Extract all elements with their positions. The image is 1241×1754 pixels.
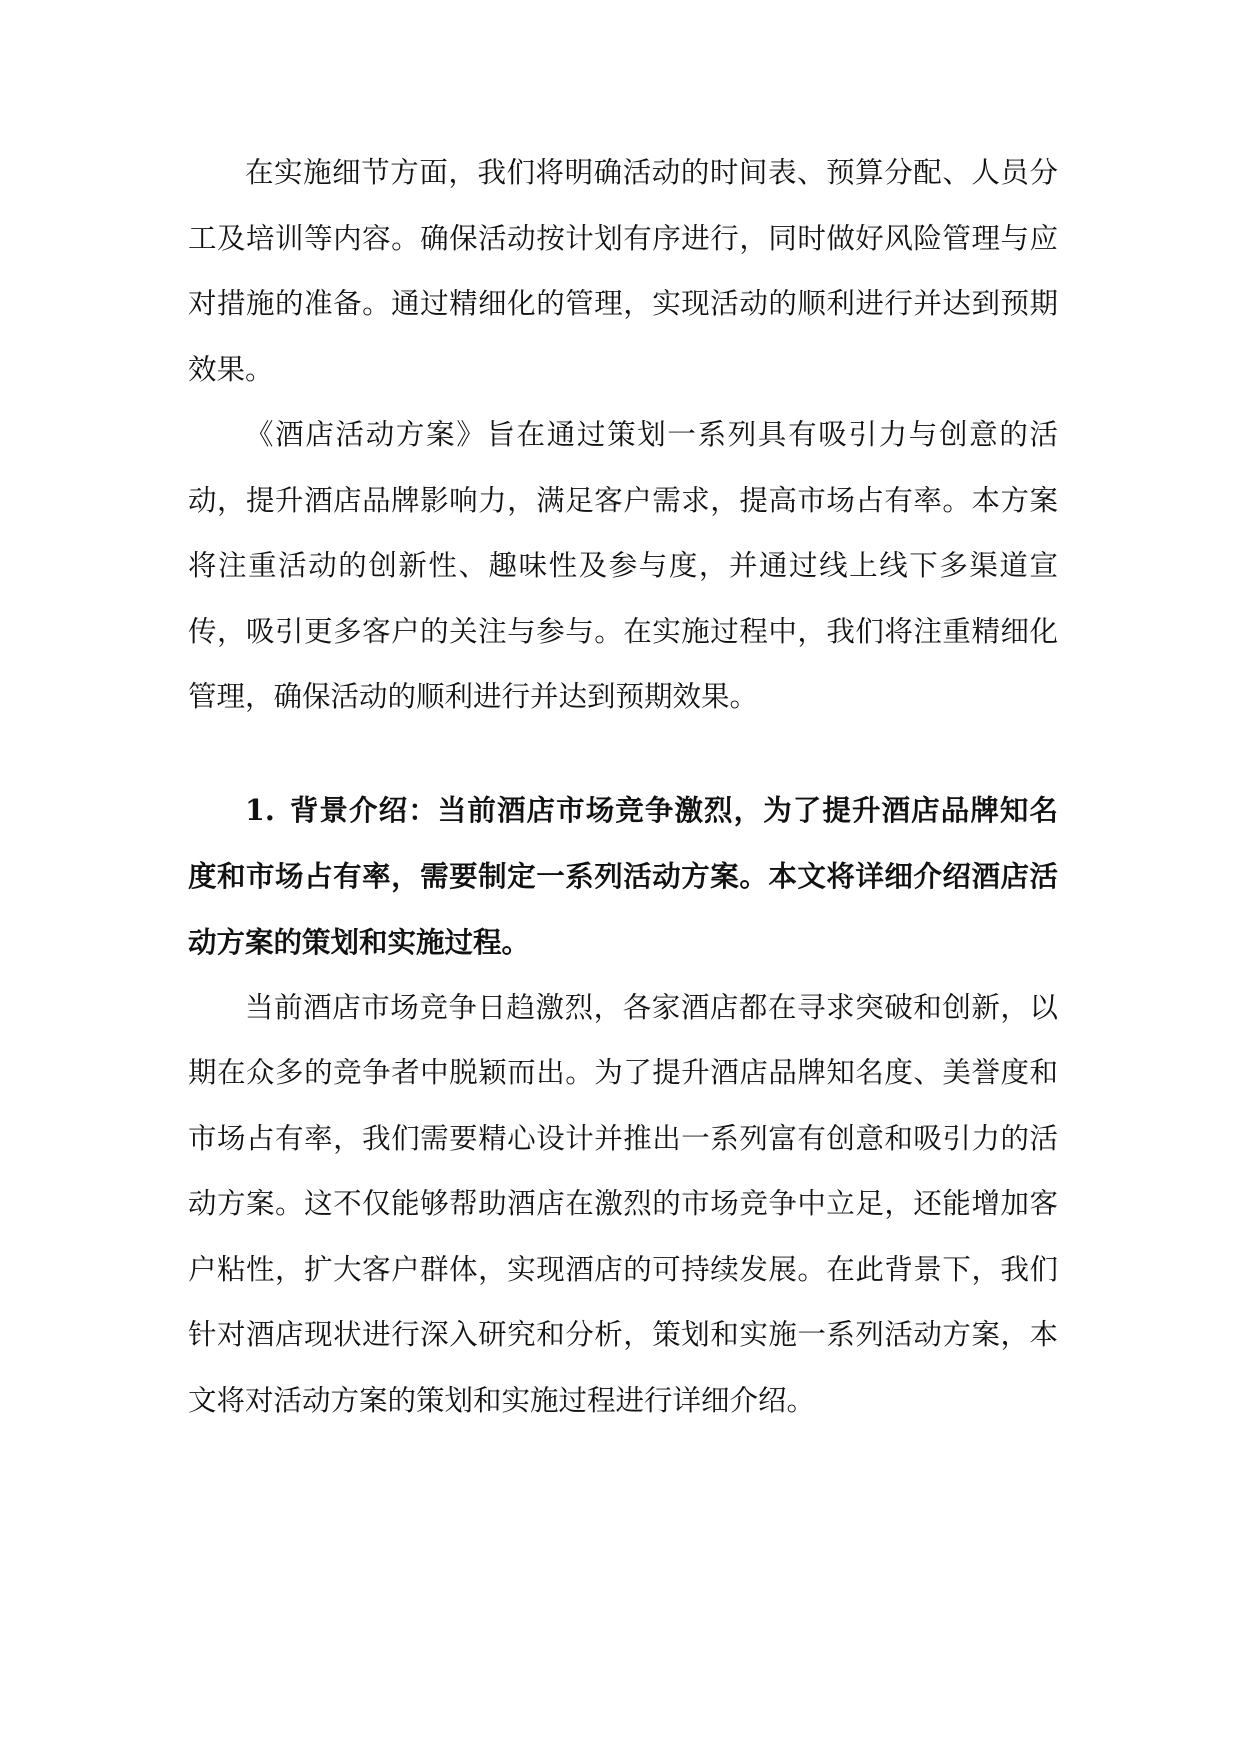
paragraph-implementation-details: 在实施细节方面，我们将明确活动的时间表、预算分配、人员分工及培训等内容。确保活动按计划有序进行，同时做好风险管理与应对措施的准备。通过精细化的管理，实现活动的顺利进行并达到预期效果。 — [188, 156, 1058, 386]
section-number: 1. — [245, 792, 275, 827]
paragraph-background-body: 当前酒店市场竞争日趋激烈，各家酒店都在寻求突破和创新，以期在众多的竞争者中脱颖而出。为了提升酒店品牌知名度、美誉度和市场占有率，我们需要精心设计并推出一系列富有创意和吸引力的活动方案。这不仅能够帮助酒店在激烈的市场竞争中立足，还能增加客户粘性，扩大客户群体，实现酒店的可持续发展。在此背景下，我们针对酒店现状进行深入研究和分析，策划和实施一系列活动方案，本文将对活动方案的策划和实施过程进行详细介绍。 — [188, 990, 1058, 1417]
paragraph-plan-summary: 《酒店活动方案》旨在通过策划一系列具有吸引力与创意的活动，提升酒店品牌影响力，满足客户需求，提高市场占有率。本方案将注重活动的创新性、趣味性及参与度，并通过线上线下多渠道宣传，吸引更多客户的关注与参与。在实施过程中，我们将注重精细化管理，确保活动的顺利进行并达到预期效果。 — [188, 418, 1058, 713]
section-heading-background — [188, 777, 1058, 975]
document-body — [188, 140, 1058, 1433]
section-heading-text: 背景介绍：当前酒店市场竞争激烈，为了提升酒店品牌知名度和市场占有率，需要制定一系列活动方案。本文将详细介绍酒店活动方案的策划和实施过程。 — [188, 792, 1058, 959]
